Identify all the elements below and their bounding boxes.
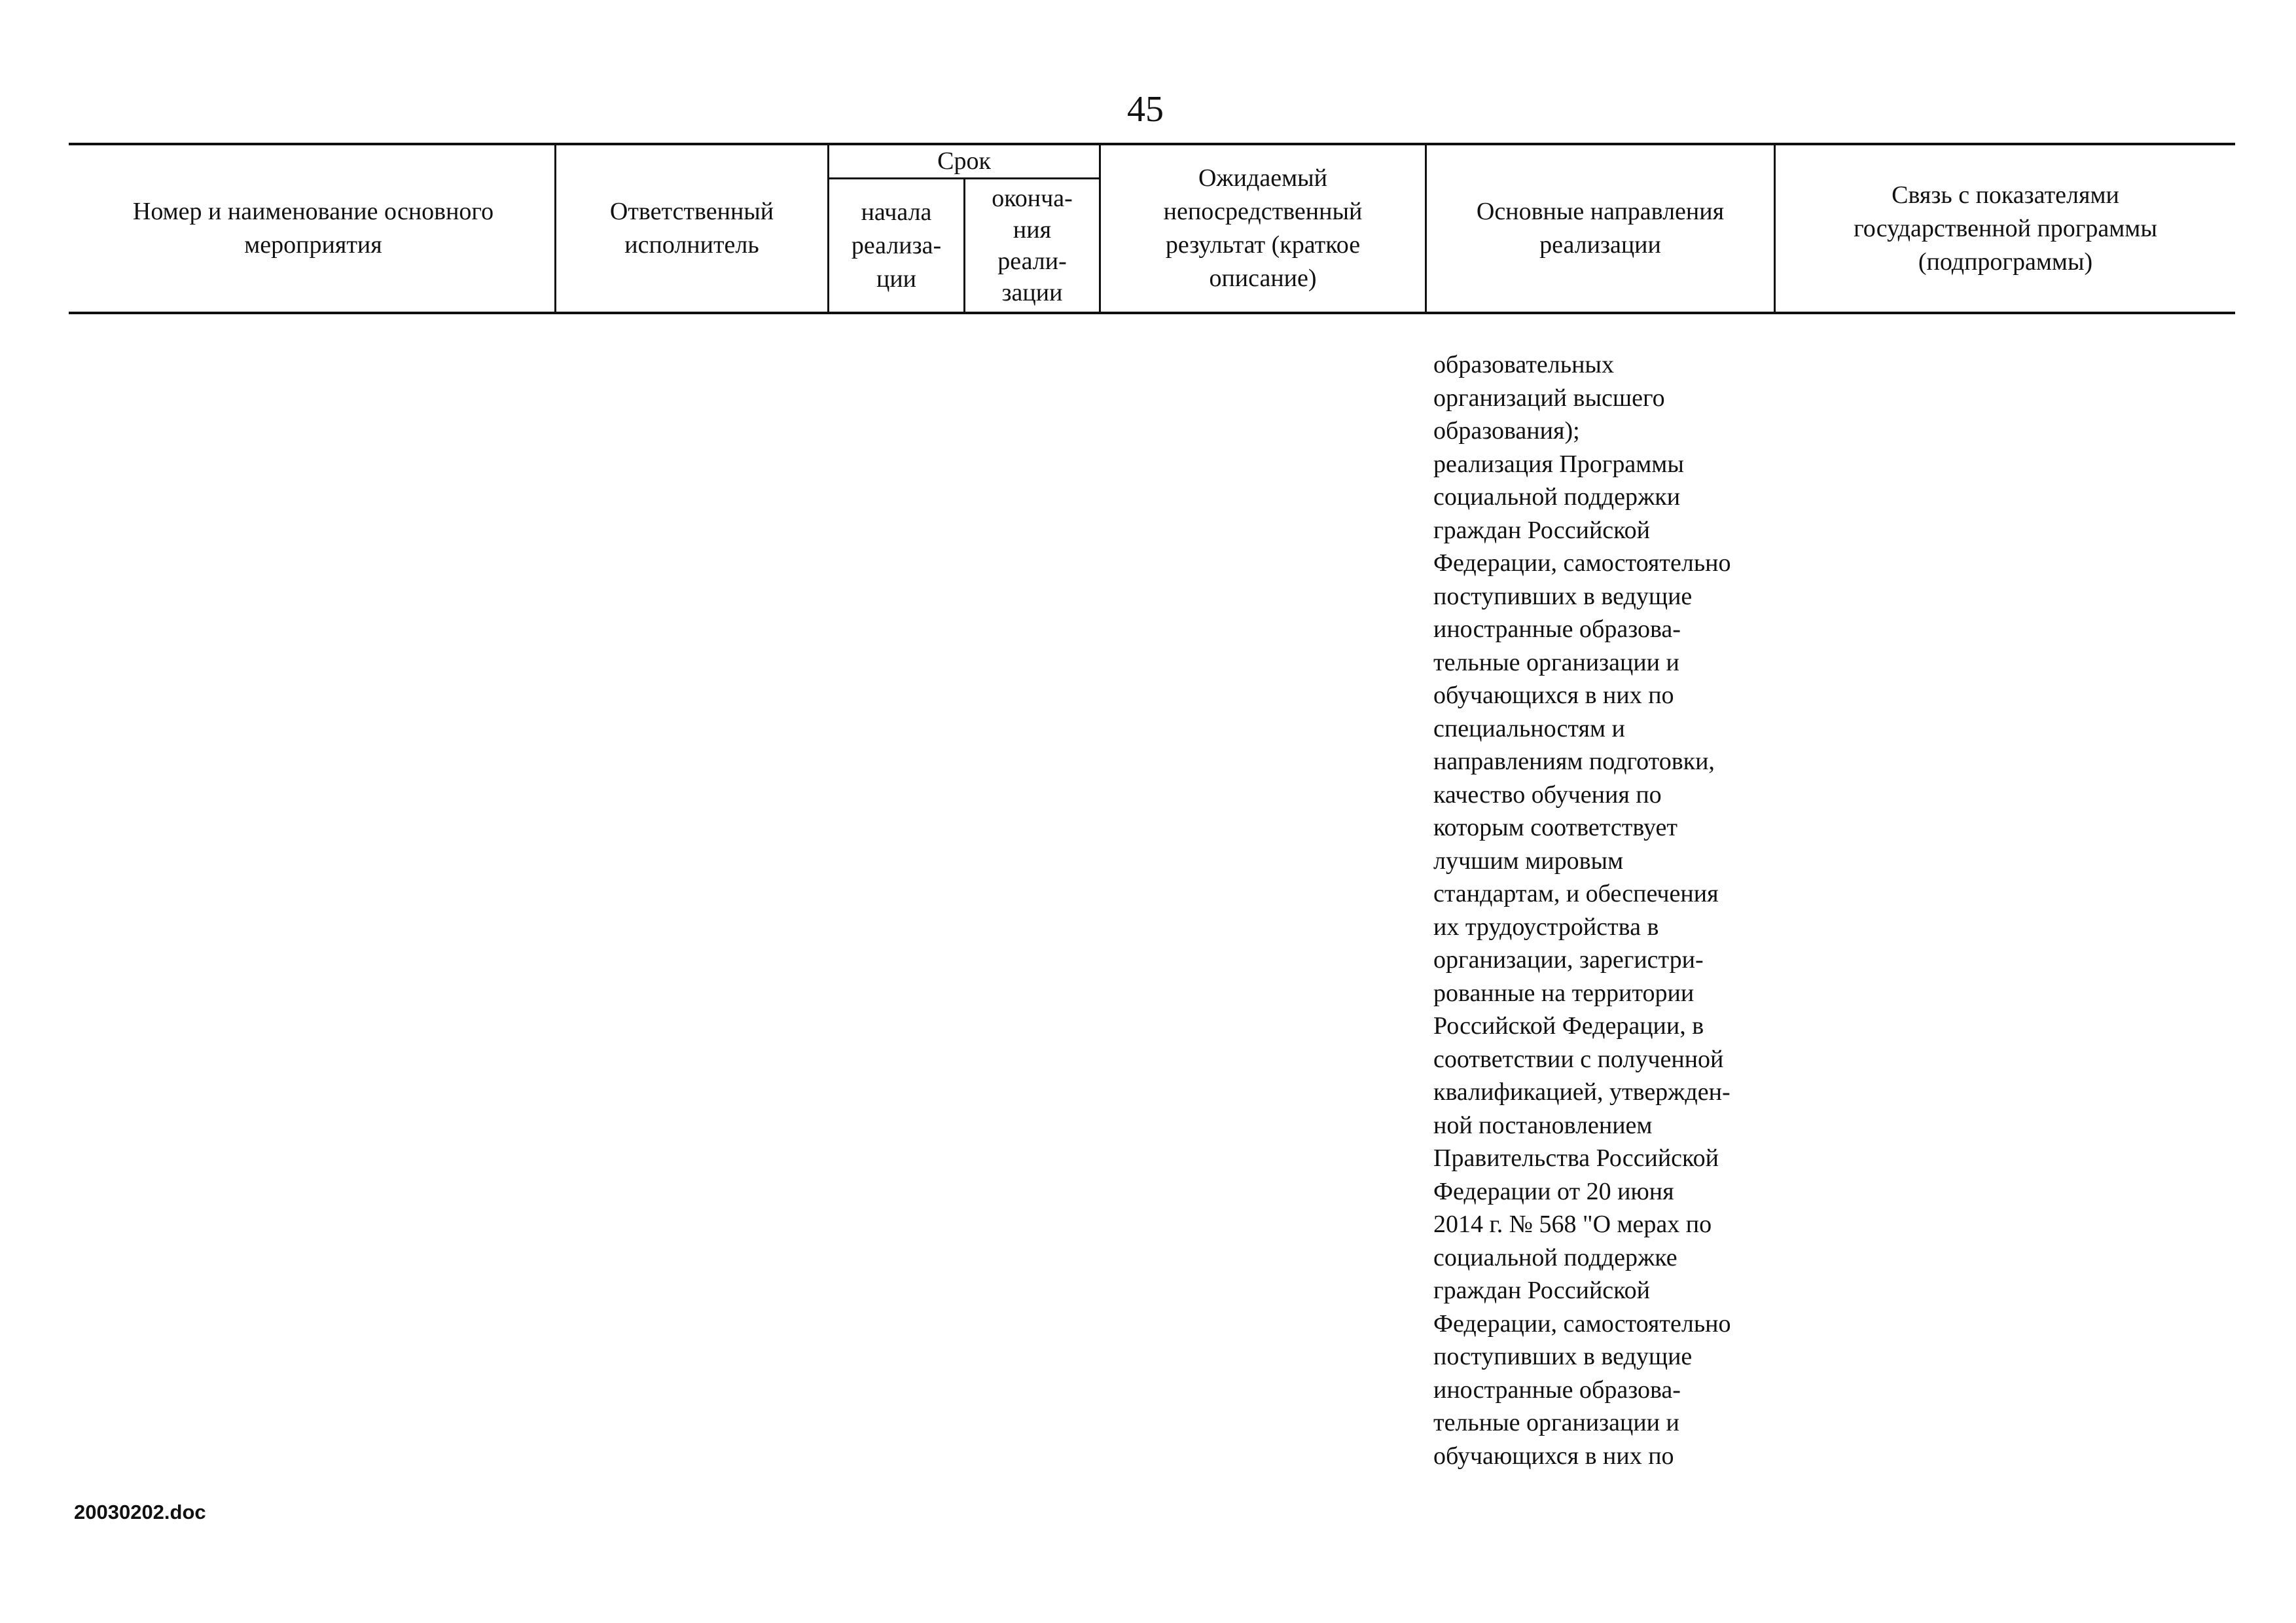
directions-text-line: лучшим мировым — [1433, 847, 1624, 875]
directions-text-line: образовательных — [1433, 351, 1614, 378]
directions-text-line: реализация Программы — [1433, 450, 1684, 478]
directions-cell-text — [1433, 348, 1774, 1472]
directions-text-line: Российской Федерации, в — [1433, 1012, 1704, 1040]
directions-text-line: иностранные образова- — [1433, 615, 1681, 643]
directions-text-line: качество обучения по — [1433, 780, 1662, 809]
directions-text-line: поступивших в ведущие — [1433, 1343, 1693, 1370]
directions-text-line: специальностям и — [1433, 714, 1625, 742]
directions-text-line: соответствии с полученной — [1433, 1045, 1724, 1073]
header-srok: Срок — [937, 147, 991, 175]
directions-text-line: организаций высшего — [1433, 384, 1665, 412]
header-measure-name: Номер и наименование основного мероприятия — [132, 198, 494, 259]
header-responsible: Ответственный исполнитель — [609, 198, 774, 259]
header-indicators: Связь с показателями государственной программы (подпрограммы) — [1854, 181, 2157, 276]
directions-text-line: образования); — [1433, 417, 1580, 445]
directions-text-line: тельные организации и — [1433, 1409, 1679, 1436]
page-number: 45 — [1127, 89, 1164, 130]
directions-text-line: их трудоустройства в — [1433, 913, 1659, 941]
directions-text-line: направлениям подготовки, — [1433, 748, 1715, 775]
directions-text-line: стандартам, и обеспечения — [1433, 880, 1719, 907]
directions-text-line: граждан Российской — [1433, 516, 1651, 544]
directions-text-line: Федерации, самостоятельно — [1433, 549, 1731, 577]
directions-text-line: социальной поддержке — [1433, 1243, 1677, 1271]
directions-text-line: иностранные образова- — [1433, 1376, 1681, 1404]
directions-text-line: организации, зарегистри- — [1433, 946, 1704, 974]
header-expected-result: Ожидаемый непосредственный результат (краткое описание) — [1163, 164, 1363, 292]
directions-text-line: социальной поддержки — [1433, 483, 1681, 511]
directions-text-line: обучающихся в них по — [1433, 1442, 1674, 1470]
header-start: начала реализа- ции — [851, 198, 942, 293]
directions-text-line: которым соответствует — [1433, 814, 1677, 841]
footer-filename: 20030202.doc — [74, 1501, 206, 1523]
directions-text-line: тельные организации и — [1433, 648, 1679, 676]
directions-text-line: Федерации от 20 июня — [1433, 1177, 1674, 1205]
directions-text-line: квалификацией, утвержден- — [1433, 1078, 1731, 1106]
directions-text-line: граждан Российской — [1433, 1277, 1651, 1304]
header-directions: Основные направления реализации — [1476, 198, 1725, 259]
table-header-bottom-rule — [69, 312, 2235, 314]
directions-text-line: Федерации, самостоятельно — [1433, 1309, 1731, 1338]
header-end: оконча- ния реали- зации — [992, 185, 1073, 306]
directions-text-line: рованные на территории — [1433, 979, 1695, 1007]
directions-text-line: ной постановлением — [1433, 1111, 1653, 1139]
directions-text-line: обучающихся в них по — [1433, 682, 1674, 709]
directions-text-line: 2014 г. № 568 "О мерах по — [1433, 1211, 1712, 1238]
directions-text-line: поступивших в ведущие — [1433, 582, 1693, 610]
directions-text-line: Правительства Российской — [1433, 1144, 1719, 1172]
